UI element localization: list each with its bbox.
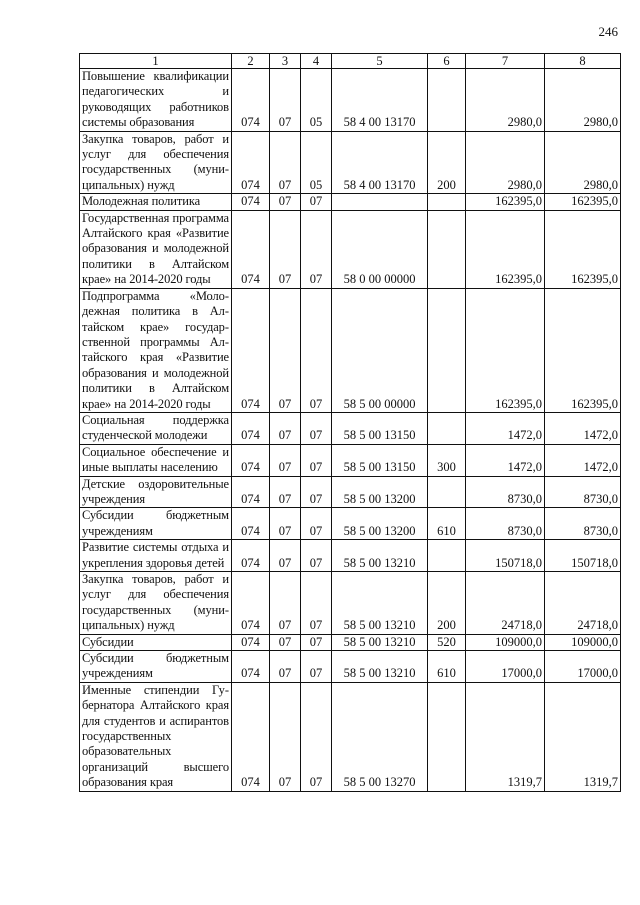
expense-type-cell — [428, 69, 466, 132]
header-cell: 1 — [80, 54, 232, 69]
expense-type-cell: 520 — [428, 634, 466, 650]
ved-code-cell: 074 — [232, 682, 270, 791]
ved-code-cell: 074 — [232, 69, 270, 132]
header-cell: 5 — [332, 54, 428, 69]
amount-col7-cell: 8730,0 — [466, 508, 545, 540]
expense-type-cell: 300 — [428, 444, 466, 476]
amount-col7-cell: 162395,0 — [466, 210, 545, 288]
subsection-code-cell: 07 — [301, 412, 332, 444]
target-article-cell: 58 5 00 13150 — [332, 444, 428, 476]
table-row — [80, 476, 621, 508]
amount-col8-cell: 1472,0 — [545, 412, 621, 444]
target-article-cell: 58 4 00 13170 — [332, 69, 428, 132]
row-name-cell: Субсидии бюджетным учреждениям — [80, 651, 232, 683]
section-code-cell: 07 — [270, 682, 301, 791]
row-name-cell: Субсидии бюджетным учреждениям — [80, 508, 232, 540]
ved-code-cell: 074 — [232, 210, 270, 288]
amount-col7-cell: 2980,0 — [466, 69, 545, 132]
amount-col8-cell: 162395,0 — [545, 194, 621, 210]
subsection-code-cell: 07 — [301, 572, 332, 635]
header-cell: 6 — [428, 54, 466, 69]
amount-col7-cell: 1472,0 — [466, 444, 545, 476]
row-name-cell: Развитие системы отдыха и укрепления здоровья детей — [80, 540, 232, 572]
amount-col7-cell: 24718,0 — [466, 572, 545, 635]
row-name-cell: Закупка товаров, работ и услуг для обеспечения государственных (муниципальных) нужд — [80, 572, 232, 635]
target-article-cell: 58 5 00 13200 — [332, 508, 428, 540]
subsection-code-cell: 07 — [301, 210, 332, 288]
table-row — [80, 131, 621, 194]
amount-col8-cell: 8730,0 — [545, 508, 621, 540]
amount-col8-cell: 109000,0 — [545, 634, 621, 650]
table-row — [80, 540, 621, 572]
ved-code-cell: 074 — [232, 540, 270, 572]
target-article-cell: 58 0 00 00000 — [332, 210, 428, 288]
row-name-cell: Социальное обеспечение и иные выплаты населению — [80, 444, 232, 476]
subsection-code-cell: 07 — [301, 194, 332, 210]
section-code-cell: 07 — [270, 634, 301, 650]
row-name-cell: Детские оздоровительные учреждения — [80, 476, 232, 508]
expense-type-cell: 200 — [428, 572, 466, 635]
table-row — [80, 210, 621, 288]
row-name-cell: Именные стипендии Губернатора Алтайского края для студентов и аспирантов государственных образовательных организаций высшего образования края — [80, 682, 232, 791]
subsection-code-cell: 05 — [301, 131, 332, 194]
expense-type-cell — [428, 210, 466, 288]
section-code-cell: 07 — [270, 444, 301, 476]
target-article-cell: 58 5 00 13200 — [332, 476, 428, 508]
subsection-code-cell: 07 — [301, 444, 332, 476]
row-name-cell: Повышение квалификации педагогических и руководящих работников системы образования — [80, 69, 232, 132]
amount-col8-cell: 8730,0 — [545, 476, 621, 508]
subsection-code-cell: 07 — [301, 651, 332, 683]
expense-type-cell — [428, 540, 466, 572]
target-article-cell: 58 5 00 13270 — [332, 682, 428, 791]
amount-col7-cell: 1472,0 — [466, 412, 545, 444]
expense-type-cell — [428, 194, 466, 210]
table-row — [80, 444, 621, 476]
header-row — [80, 54, 621, 69]
amount-col8-cell: 2980,0 — [545, 131, 621, 194]
ved-code-cell: 074 — [232, 572, 270, 635]
amount-col7-cell: 2980,0 — [466, 131, 545, 194]
ved-code-cell: 074 — [232, 444, 270, 476]
table-row — [80, 651, 621, 683]
section-code-cell: 07 — [270, 540, 301, 572]
amount-col7-cell: 17000,0 — [466, 651, 545, 683]
header-cell: 4 — [301, 54, 332, 69]
ved-code-cell: 074 — [232, 131, 270, 194]
subsection-code-cell: 07 — [301, 682, 332, 791]
amount-col8-cell: 2980,0 — [545, 69, 621, 132]
section-code-cell: 07 — [270, 572, 301, 635]
budget-table — [79, 53, 621, 792]
expense-type-cell — [428, 288, 466, 412]
section-code-cell: 07 — [270, 288, 301, 412]
table-row — [80, 194, 621, 210]
section-code-cell: 07 — [270, 508, 301, 540]
ved-code-cell: 074 — [232, 634, 270, 650]
target-article-cell: 58 5 00 13210 — [332, 634, 428, 650]
ved-code-cell: 074 — [232, 651, 270, 683]
section-code-cell: 07 — [270, 210, 301, 288]
row-name-cell: Закупка товаров, работ и услуг для обеспечения государственных (муниципальных) нужд — [80, 131, 232, 194]
expense-type-cell — [428, 412, 466, 444]
subsection-code-cell: 07 — [301, 476, 332, 508]
ved-code-cell: 074 — [232, 288, 270, 412]
table-row — [80, 69, 621, 132]
subsection-code-cell: 07 — [301, 540, 332, 572]
expense-type-cell — [428, 476, 466, 508]
amount-col7-cell: 162395,0 — [466, 288, 545, 412]
ved-code-cell: 074 — [232, 508, 270, 540]
section-code-cell: 07 — [270, 69, 301, 132]
subsection-code-cell: 07 — [301, 508, 332, 540]
amount-col8-cell: 1319,7 — [545, 682, 621, 791]
expense-type-cell — [428, 682, 466, 791]
row-name-cell: Субсидии — [80, 634, 232, 650]
header-cell: 8 — [545, 54, 621, 69]
table-row — [80, 682, 621, 791]
amount-col8-cell: 17000,0 — [545, 651, 621, 683]
amount-col8-cell: 24718,0 — [545, 572, 621, 635]
amount-col8-cell: 1472,0 — [545, 444, 621, 476]
subsection-code-cell: 07 — [301, 634, 332, 650]
amount-col8-cell: 150718,0 — [545, 540, 621, 572]
row-name-cell: Подпрограмма «Молодежная политика в Алтайском крае» государственной программы Алтайского края «Развитие образования и молодежной политики в Алтайском крае» на 2014-2020 годы — [80, 288, 232, 412]
target-article-cell — [332, 194, 428, 210]
table-row — [80, 634, 621, 650]
table-row — [80, 508, 621, 540]
amount-col7-cell: 1319,7 — [466, 682, 545, 791]
expense-type-cell: 610 — [428, 651, 466, 683]
table-row — [80, 572, 621, 635]
target-article-cell: 58 5 00 13210 — [332, 572, 428, 635]
section-code-cell: 07 — [270, 651, 301, 683]
target-article-cell: 58 5 00 00000 — [332, 288, 428, 412]
row-name-cell: Государственная программа Алтайского края «Развитие образования и молодежной политики в Алтайском крае» на 2014-2020 годы — [80, 210, 232, 288]
amount-col7-cell: 150718,0 — [466, 540, 545, 572]
amount-col8-cell: 162395,0 — [545, 288, 621, 412]
ved-code-cell: 074 — [232, 194, 270, 210]
subsection-code-cell: 05 — [301, 69, 332, 132]
row-name-cell: Социальная поддержка студенческой молодежи — [80, 412, 232, 444]
amount-col7-cell: 162395,0 — [466, 194, 545, 210]
amount-col8-cell: 162395,0 — [545, 210, 621, 288]
row-name-cell: Молодежная политика — [80, 194, 232, 210]
ved-code-cell: 074 — [232, 476, 270, 508]
header-cell: 2 — [232, 54, 270, 69]
table-row — [80, 412, 621, 444]
ved-code-cell: 074 — [232, 412, 270, 444]
target-article-cell: 58 5 00 13150 — [332, 412, 428, 444]
section-code-cell: 07 — [270, 412, 301, 444]
target-article-cell: 58 5 00 13210 — [332, 540, 428, 572]
section-code-cell: 07 — [270, 194, 301, 210]
expense-type-cell: 610 — [428, 508, 466, 540]
amount-col7-cell: 8730,0 — [466, 476, 545, 508]
target-article-cell: 58 4 00 13170 — [332, 131, 428, 194]
header-cell: 3 — [270, 54, 301, 69]
table-row — [80, 288, 621, 412]
subsection-code-cell: 07 — [301, 288, 332, 412]
amount-col7-cell: 109000,0 — [466, 634, 545, 650]
expense-type-cell: 200 — [428, 131, 466, 194]
page-number: 246 — [598, 24, 618, 39]
section-code-cell: 07 — [270, 131, 301, 194]
section-code-cell: 07 — [270, 476, 301, 508]
target-article-cell: 58 5 00 13210 — [332, 651, 428, 683]
header-cell: 7 — [466, 54, 545, 69]
